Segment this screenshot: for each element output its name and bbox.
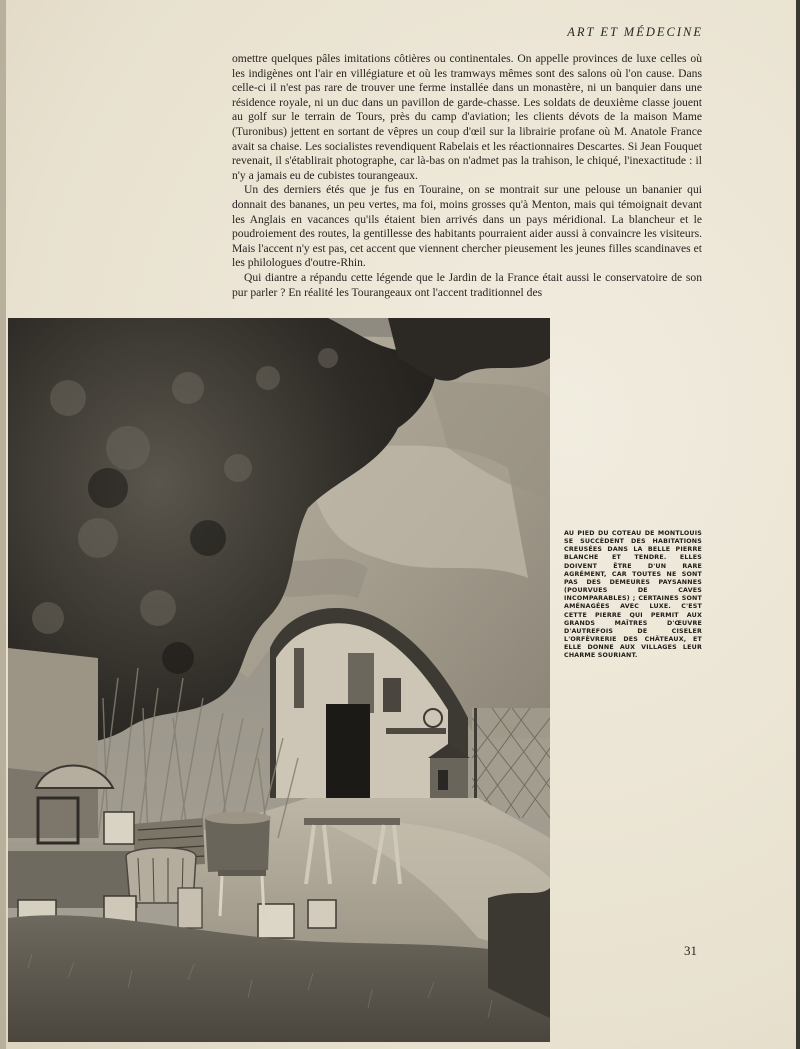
page-number: 31 (684, 943, 697, 958)
article-body (232, 52, 702, 300)
page-binding-edge (0, 0, 6, 1049)
paragraph: Un des derniers étés que je fus en Touraine, on se montrait sur une pelouse un bananier qui donnait des bananes, un peu vertes, ma foi, moins grosses qu'à Menton, mais qui témoignait devant les Anglais en vacances qu'ils étaient bien arrivés dans un pays méridional. La blancheur et le poudroiement des routes, la gentillesse des habitants pourraient aider aussi à convaincre les visiteurs. Mais l'accent n'y est pas, cet accent que viennent chercher pieusement les jeunes filles scandinaves et les philologues d'outre-Rhin. (232, 183, 702, 270)
photo-caption: AU PIED DU COTEAU DE MONTLOUIS SE SUCCÈDENT DES HABITATIONS CREUSÉES DANS LA BELLE PIERRE BLANCHE ET TENDRE. ELLES DOIVENT ÊTRE D'UN RARE AGRÉMENT, CAR TOUTES NE SONT PAS DES DEMEURES PAYSANNES (POURVUES DE CAVES INCOMPARABLES) ; CERTAINES SONT AMÉNAGÉES AVEC LUXE. C'EST CETTE PIERRE QUI PERMIT AUX GRANDS MAÎTRES D'ŒUVRE D'AUTREFOIS DE CISELER L'ORFÈVRERIE DES CHÂTEAUX, ET ELLE DONNE AUX VILLAGES LEUR CHARME SOURIANT. (564, 530, 702, 660)
troglodyte-dwelling-photo (8, 318, 550, 1042)
page-right-edge (796, 0, 800, 1049)
running-head: ART ET MÉDECINE (567, 25, 703, 39)
photo-illustration (8, 318, 550, 1042)
paragraph: Qui diantre a répandu cette légende que le Jardin de la France était aussi le conservatoire de son pur parler ? En réalité les Tourangeaux ont l'accent traditionnel des (232, 270, 702, 299)
paragraph: omettre quelques pâles imitations côtières ou continentales. On appelle provinces de luxe celles où les indigènes ont l'air en villégiature et où les tramways mêmes sont des salons où l'on cause. Dans celle-ci il n'est pas rare de trouver une ferme installée dans un monastère, ni un banquier dans une résidence royale, ni un duc dans un pavillon de garde-chasse. Les soldats de deuxième classe jouent au golf sur le terrain de Tours, près du camp d'aviation; les clients dévots de la maison Mame (Turonibus) jettent en sortant de vêpres un coup d'œil sur la librairie profane où M. Anatole France avait sa chaise. Les socialistes revendiquent Rabelais et les réactionnaires Descartes. Si Jean Fouquet revenait, il s'établirait photographe, car là-bas on n'admet pas la trahison, le chiqué, l'inexactitude : il n'y a jamais eu de cubistes tourangeaux. (232, 52, 702, 182)
